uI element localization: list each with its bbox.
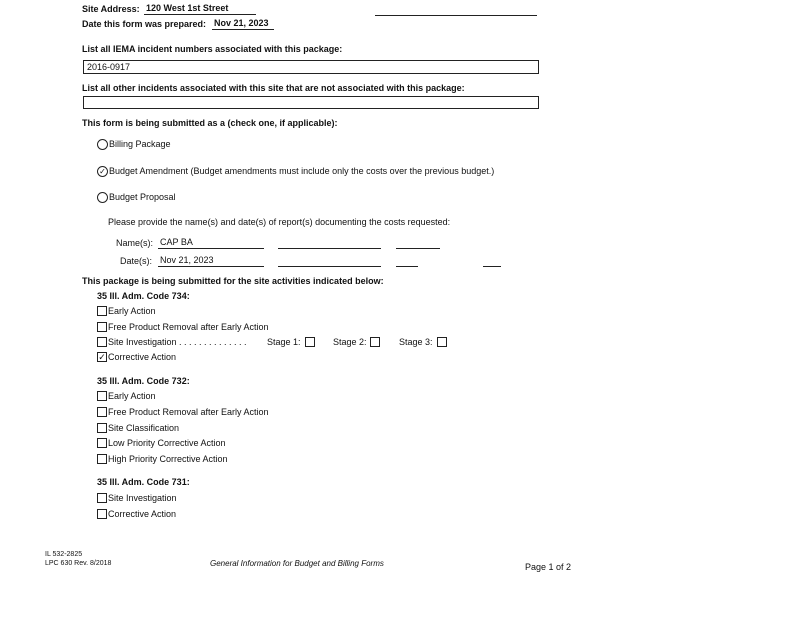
stage1-label: Stage 1:	[267, 337, 301, 347]
date-prepared-field[interactable]: Nov 21, 2023	[212, 18, 274, 30]
site-address-label: Site Address:	[82, 4, 140, 14]
reports-instruction: Please provide the name(s) and date(s) of report(s) documenting the costs requested:	[108, 217, 451, 227]
billing-package-label: Billing Package	[109, 139, 171, 149]
iema-label: List all IEMA incident numbers associated with this package:	[82, 44, 343, 54]
stage2-checkbox[interactable]	[370, 337, 380, 347]
report-date-field-4[interactable]	[483, 266, 501, 267]
code734-early-action-checkbox[interactable]	[97, 306, 107, 316]
code732-low-priority-label: Low Priority Corrective Action	[108, 438, 226, 448]
report-name-field-2[interactable]	[278, 248, 381, 249]
code732-early-action-label: Early Action	[108, 391, 156, 401]
code734-corrective-action-label: Corrective Action	[108, 352, 177, 362]
billing-package-radio[interactable]	[97, 139, 108, 150]
code734-free-product-label: Free Product Removal after Early Action	[108, 322, 269, 332]
stage2-label: Stage 2:	[333, 337, 367, 347]
site-address-continuation-line	[375, 15, 537, 16]
report-dates-label: Date(s):	[120, 256, 153, 266]
report-date-field-3[interactable]	[396, 266, 418, 267]
code732-high-priority-checkbox[interactable]	[97, 454, 107, 464]
code732-site-classification-label: Site Classification	[108, 423, 180, 433]
submission-type-label: This form is being submitted as a (check one, if applicable):	[82, 118, 338, 128]
code732-free-product-checkbox[interactable]	[97, 407, 107, 417]
code734-corrective-action-checkbox[interactable]: ✓	[98, 352, 106, 362]
code-732-title: 35 Ill. Adm. Code 732:	[97, 376, 190, 386]
code734-site-investigation-label: Site Investigation . . . . . . . . . . . . . .	[108, 337, 247, 347]
code731-corrective-action-checkbox[interactable]	[97, 509, 107, 519]
code731-corrective-action-label: Corrective Action	[108, 509, 177, 519]
budget-proposal-label: Budget Proposal	[109, 192, 176, 202]
code731-site-investigation-label: Site Investigation	[108, 493, 177, 503]
budget-proposal-radio[interactable]	[97, 192, 108, 203]
code734-early-action-label: Early Action	[108, 306, 156, 316]
form-number: IL 532-2825	[45, 551, 83, 558]
page-number: Page 1 of 2	[525, 562, 572, 572]
form-revision: LPC 630 Rev. 8/2018	[45, 560, 112, 567]
code732-low-priority-checkbox[interactable]	[97, 438, 107, 448]
code731-site-investigation-checkbox[interactable]	[97, 493, 107, 503]
footer-title: General Information for Budget and Billing Forms	[210, 559, 384, 568]
budget-amendment-radio[interactable]: ✓	[97, 166, 108, 177]
stage3-checkbox[interactable]	[437, 337, 447, 347]
code734-free-product-checkbox[interactable]	[97, 322, 107, 332]
stage3-label: Stage 3:	[399, 337, 433, 347]
code-731-title: 35 Ill. Adm. Code 731:	[97, 477, 190, 487]
report-date-field-1[interactable]: Nov 21, 2023	[158, 255, 264, 267]
activities-label: This package is being submitted for the site activities indicated below:	[82, 276, 384, 286]
site-address-field[interactable]: 120 West 1st Street	[144, 3, 256, 15]
report-names-label: Name(s):	[116, 238, 154, 248]
iema-incident-input[interactable]: 2016-0917	[83, 60, 539, 74]
code732-site-classification-checkbox[interactable]	[97, 423, 107, 433]
code732-early-action-checkbox[interactable]	[97, 391, 107, 401]
report-date-field-2[interactable]	[278, 266, 381, 267]
other-incidents-label: List all other incidents associated with this site that are not associated with this package:	[82, 83, 465, 93]
budget-amendment-label: Budget Amendment (Budget amendments must include only the costs over the previous budget.)	[109, 166, 495, 176]
report-name-field-3[interactable]	[396, 248, 440, 249]
date-prepared-label: Date this form was prepared:	[82, 19, 207, 29]
code734-site-investigation-checkbox[interactable]	[97, 337, 107, 347]
code732-free-product-label: Free Product Removal after Early Action	[108, 407, 269, 417]
code732-high-priority-label: High Priority Corrective Action	[108, 454, 228, 464]
stage1-checkbox[interactable]	[305, 337, 315, 347]
report-name-field-1[interactable]: CAP BA	[158, 237, 264, 249]
other-incidents-input[interactable]	[83, 96, 539, 109]
code-734-title: 35 Ill. Adm. Code 734:	[97, 291, 190, 301]
